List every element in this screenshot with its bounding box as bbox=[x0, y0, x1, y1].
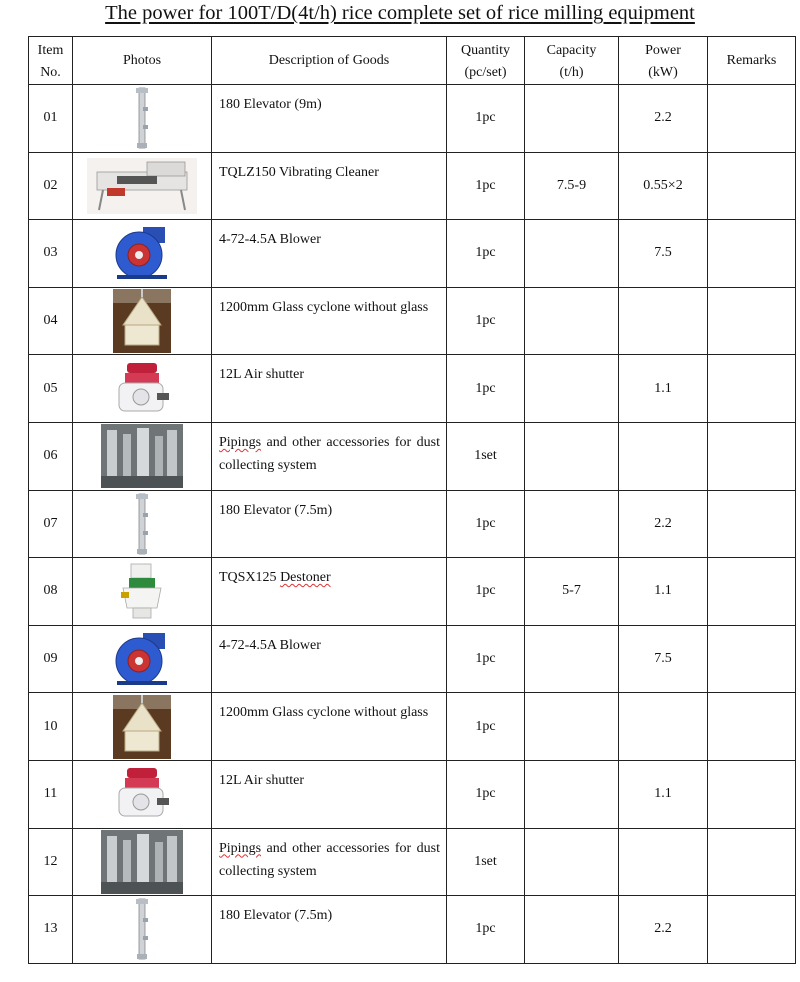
description: 12L Air shutter bbox=[212, 355, 447, 423]
remarks bbox=[708, 760, 796, 828]
destoner-photo bbox=[73, 558, 212, 626]
remarks bbox=[708, 355, 796, 423]
description: 1200mm Glass cyclone without glass bbox=[212, 693, 447, 761]
quantity: 1pc bbox=[447, 220, 525, 288]
description: 180 Elevator (7.5m) bbox=[212, 490, 447, 558]
description: 4-72-4.5A Blower bbox=[212, 625, 447, 693]
elevator-photo bbox=[73, 85, 212, 153]
item-number: 05 bbox=[29, 355, 73, 423]
table-row bbox=[29, 828, 796, 896]
power: 1.1 bbox=[619, 355, 708, 423]
description: 180 Elevator (9m) bbox=[212, 85, 447, 153]
item-number: 13 bbox=[29, 896, 73, 964]
remarks bbox=[708, 693, 796, 761]
cyclone-photo bbox=[73, 693, 212, 761]
quantity: 1set bbox=[447, 422, 525, 490]
capacity bbox=[525, 760, 619, 828]
equipment-table bbox=[28, 36, 796, 964]
description bbox=[212, 422, 447, 490]
power bbox=[619, 828, 708, 896]
power: 1.1 bbox=[619, 558, 708, 626]
remarks bbox=[708, 558, 796, 626]
remarks bbox=[708, 490, 796, 558]
description-part: Pipings bbox=[219, 840, 262, 856]
capacity bbox=[525, 355, 619, 423]
item-number: 02 bbox=[29, 152, 73, 220]
header-photos: Photos bbox=[73, 37, 212, 85]
capacity bbox=[525, 422, 619, 490]
quantity: 1pc bbox=[447, 693, 525, 761]
remarks bbox=[708, 85, 796, 153]
capacity bbox=[525, 896, 619, 964]
description: 12L Air shutter bbox=[212, 760, 447, 828]
power: 7.5 bbox=[619, 220, 708, 288]
item-number: 12 bbox=[29, 828, 73, 896]
table-row bbox=[29, 355, 796, 423]
pipings-photo bbox=[73, 422, 212, 490]
quantity: 1pc bbox=[447, 760, 525, 828]
power: 7.5 bbox=[619, 625, 708, 693]
quantity: 1pc bbox=[447, 355, 525, 423]
item-number: 10 bbox=[29, 693, 73, 761]
remarks bbox=[708, 828, 796, 896]
table-row bbox=[29, 85, 796, 153]
capacity bbox=[525, 85, 619, 153]
table-row bbox=[29, 558, 796, 626]
table-row bbox=[29, 152, 796, 220]
header-remarks: Remarks bbox=[708, 37, 796, 85]
description bbox=[212, 558, 447, 626]
item-number: 01 bbox=[29, 85, 73, 153]
document-title: The power for 100T/D(4t/h) rice complete set of rice milling equipment bbox=[105, 2, 695, 24]
quantity: 1pc bbox=[447, 152, 525, 220]
item-number: 06 bbox=[29, 422, 73, 490]
elevator-photo bbox=[73, 896, 212, 964]
description: 4-72-4.5A Blower bbox=[212, 220, 447, 288]
power bbox=[619, 287, 708, 355]
elevator-photo bbox=[73, 490, 212, 558]
table-row bbox=[29, 625, 796, 693]
item-number: 11 bbox=[29, 760, 73, 828]
vibrating-cleaner-photo bbox=[73, 152, 212, 220]
power: 1.1 bbox=[619, 760, 708, 828]
header-capacity: Capacity (t/h) bbox=[525, 37, 619, 85]
capacity: 5-7 bbox=[525, 558, 619, 626]
blower-photo bbox=[73, 625, 212, 693]
remarks bbox=[708, 152, 796, 220]
table-row bbox=[29, 422, 796, 490]
table-row bbox=[29, 896, 796, 964]
header-description: Description of Goods bbox=[212, 37, 447, 85]
remarks bbox=[708, 422, 796, 490]
table-row bbox=[29, 220, 796, 288]
quantity: 1pc bbox=[447, 490, 525, 558]
power: 2.2 bbox=[619, 85, 708, 153]
description-part: Destoner bbox=[280, 570, 331, 586]
capacity bbox=[525, 220, 619, 288]
quantity: 1pc bbox=[447, 896, 525, 964]
quantity: 1pc bbox=[447, 625, 525, 693]
capacity bbox=[525, 625, 619, 693]
remarks bbox=[708, 625, 796, 693]
item-number: 08 bbox=[29, 558, 73, 626]
description-part: and other accessories for dust collecting system bbox=[219, 434, 440, 473]
quantity: 1pc bbox=[447, 558, 525, 626]
pipings-photo bbox=[73, 828, 212, 896]
table-row bbox=[29, 760, 796, 828]
header-quantity: Quantity (pc/set) bbox=[447, 37, 525, 85]
power: 2.2 bbox=[619, 490, 708, 558]
power: 0.55×2 bbox=[619, 152, 708, 220]
air-shutter-photo bbox=[73, 355, 212, 423]
capacity: 7.5-9 bbox=[525, 152, 619, 220]
power bbox=[619, 422, 708, 490]
blower-photo bbox=[73, 220, 212, 288]
description: 180 Elevator (7.5m) bbox=[212, 896, 447, 964]
table-row bbox=[29, 693, 796, 761]
air-shutter-photo bbox=[73, 760, 212, 828]
capacity bbox=[525, 693, 619, 761]
quantity: 1pc bbox=[447, 287, 525, 355]
power bbox=[619, 693, 708, 761]
remarks bbox=[708, 896, 796, 964]
item-number: 07 bbox=[29, 490, 73, 558]
description bbox=[212, 828, 447, 896]
capacity bbox=[525, 287, 619, 355]
item-number: 03 bbox=[29, 220, 73, 288]
description-part: Pipings bbox=[219, 434, 262, 450]
remarks bbox=[708, 220, 796, 288]
description: 1200mm Glass cyclone without glass bbox=[212, 287, 447, 355]
cyclone-photo bbox=[73, 287, 212, 355]
item-number: 04 bbox=[29, 287, 73, 355]
header-item-no: Item No. bbox=[29, 37, 73, 85]
capacity bbox=[525, 490, 619, 558]
description-part: and other accessories for dust collecting system bbox=[219, 840, 440, 879]
description: TQLZ150 Vibrating Cleaner bbox=[212, 152, 447, 220]
item-number: 09 bbox=[29, 625, 73, 693]
power: 2.2 bbox=[619, 896, 708, 964]
table-header-row bbox=[29, 37, 796, 85]
quantity: 1set bbox=[447, 828, 525, 896]
table-row bbox=[29, 287, 796, 355]
quantity: 1pc bbox=[447, 85, 525, 153]
capacity bbox=[525, 828, 619, 896]
table-row bbox=[29, 490, 796, 558]
header-power: Power (kW) bbox=[619, 37, 708, 85]
description-part: TQSX125 bbox=[219, 570, 281, 586]
remarks bbox=[708, 287, 796, 355]
